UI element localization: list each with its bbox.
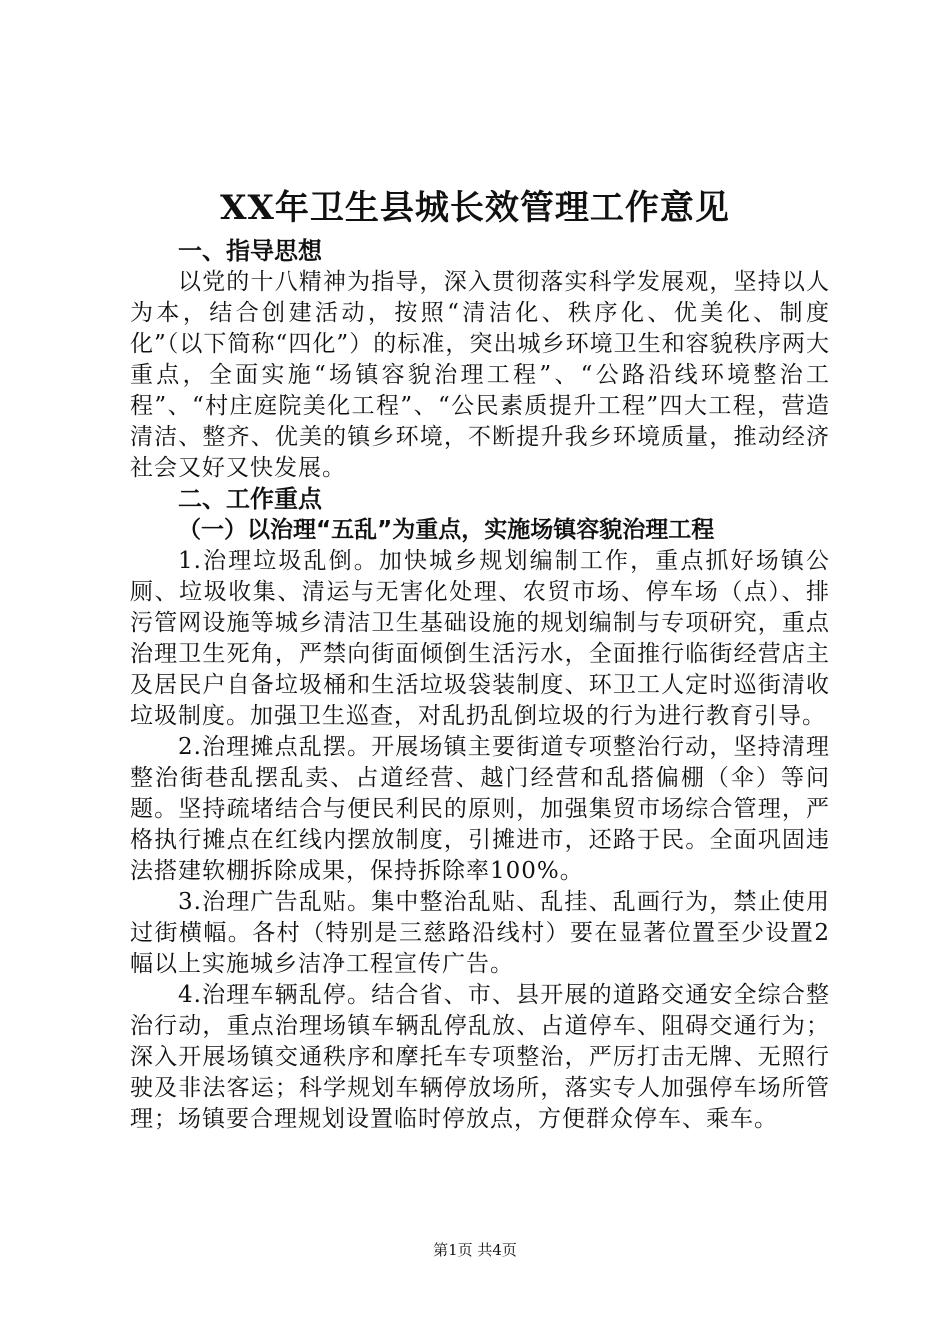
paragraph-guiding-ideology: 以党的十八精神为指导，深入贯彻落实科学发展观，坚持以人为本，结合创建活动，按照“清洁化、秩序化、优美化、制度化”（以下简称“四化”）的标准，突出城乡环境卫生和容貌秩序两大重点，全面实施“场镇容貌治理工程”、“公路沿线环境整治工程”、“村庄庭院美化工程”、“公民素质提升工程”四大工程，营造清洁、整齐、优美的镇乡环境，不断提升我乡环境质量，推动经济社会又好又快发展。 [130,269,830,481]
paragraph-item-2: 2.治理摊点乱摆。开展场镇主要街道专项整治行动，坚持清理整治街巷乱摆乱卖、占道经营、越门经营和乱搭偏棚（伞）等问题。坚持疏堵结合与便民利民的原则，加强集贸市场综合管理，严格执行摊点在红线内摆放制度，引摊进市，还路于民。全面巩固违法搭建软棚拆除成果，保持拆除率100%。 [130,734,830,884]
document-body [130,236,830,1135]
section-heading-guiding-ideology: 一、指导思想 [178,237,322,265]
page-number-footer: 第1页 共4页 [433,1241,517,1259]
paragraph-item-1: 1.治理垃圾乱倒。加快城乡规划编制工作，重点抓好场镇公厕、垃圾收集、清运与无害化处理、农贸市场、停车场（点）、排污管网设施等城乡清洁卫生基础设施的规划编制与专项研究，重点治理卫生死角，严禁向街面倾倒生活污水，全面推行临街经营店主及居民户自备垃圾桶和生活垃圾袋装制度、环卫工人定时巡街清收垃圾制度。加强卫生巡查，对乱扔乱倒垃圾的行为进行教育引导。 [130,548,830,729]
document-title: XX年卫生县城长效管理工作意见 [220,188,730,228]
paragraph-item-4: 4.治理车辆乱停。结合省、市、县开展的道路交通安全综合整治行动，重点治理场镇车辆乱停乱放、占道停车、阻碍交通行为；深入开展场镇交通秩序和摩托车专项整治，严厉打击无牌、无照行驶及非法客运；科学规划车辆停放场所，落实专人加强停车场所管理；场镇要合理规划设置临时停放点，方便群众停车、乘车。 [130,982,830,1132]
paragraph-item-3: 3.治理广告乱贴。集中整治乱贴、乱挂、乱画行为，禁止使用过街横幅。各村（特别是三慈路沿线村）要在显著位置至少设置2幅以上实施城乡洁净工程宣传广告。 [130,889,830,977]
subsection-heading-five-disorders: （一）以治理“五乱”为重点，实施场镇容貌治理工程 [178,517,715,543]
section-heading-work-focus: 二、工作重点 [178,485,322,513]
